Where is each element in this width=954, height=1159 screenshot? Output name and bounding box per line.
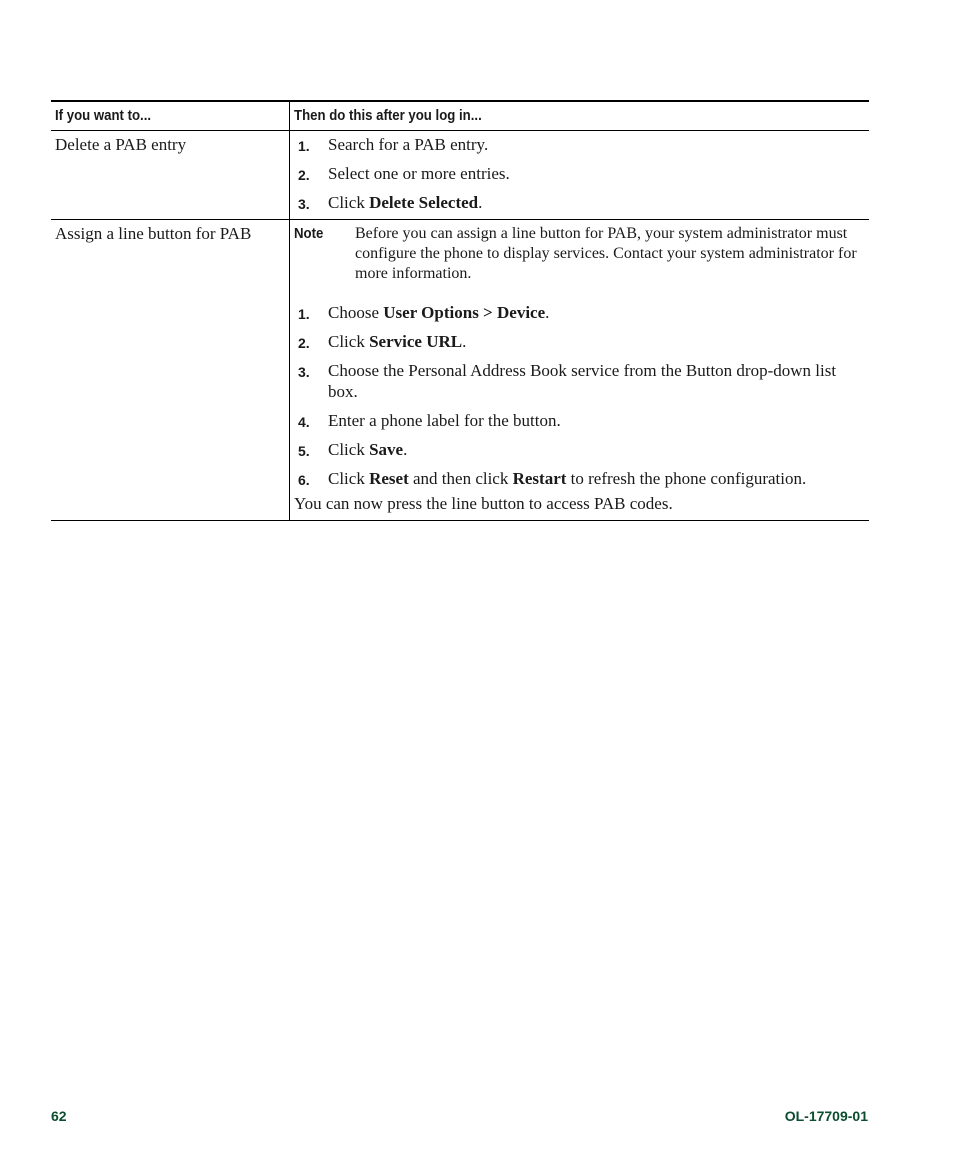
step-item: 1. Search for a PAB entry. <box>298 135 489 154</box>
instruction-table <box>51 100 869 521</box>
header-steps: Then do this after you log in... <box>290 101 870 131</box>
table-header-row <box>51 101 869 131</box>
table-row <box>51 131 869 220</box>
task-cell: Assign a line button for PAB <box>51 220 290 521</box>
step-list <box>294 134 865 213</box>
step-item: 3. Choose the Personal Address Book service from the Button drop-down list box. <box>298 361 837 401</box>
document-id: OL-17709-01 <box>784 1108 868 1124</box>
task-cell: Delete a PAB entry <box>51 131 290 220</box>
step-list <box>294 302 865 489</box>
step-item: 4. Enter a phone label for the button. <box>298 411 561 430</box>
step-item: 2. Click Service URL. <box>298 332 467 351</box>
table-row <box>51 220 869 521</box>
steps-cell <box>290 131 870 220</box>
note-label: Note <box>294 225 324 242</box>
header-task: If you want to... <box>51 101 290 131</box>
note-block <box>294 224 865 284</box>
note-text: Before you can assign a line button for PAB, your system administrator must configure the phone to display services. Contact your system administrator for more information. <box>355 225 857 282</box>
step-item: 3. Click Delete Selected. <box>298 193 483 212</box>
step-item: 1. Choose User Options > Device. <box>298 303 550 322</box>
steps-cell <box>290 220 870 521</box>
step-item: 6. Click Reset and then click Restart to refresh the phone configuration. <box>298 469 807 488</box>
step-item: 5. Click Save. <box>298 440 408 459</box>
closing-text: You can now press the line button to access PAB codes. <box>294 494 673 513</box>
step-item: 2. Select one or more entries. <box>298 164 510 183</box>
page-number: 62 <box>51 1108 67 1124</box>
